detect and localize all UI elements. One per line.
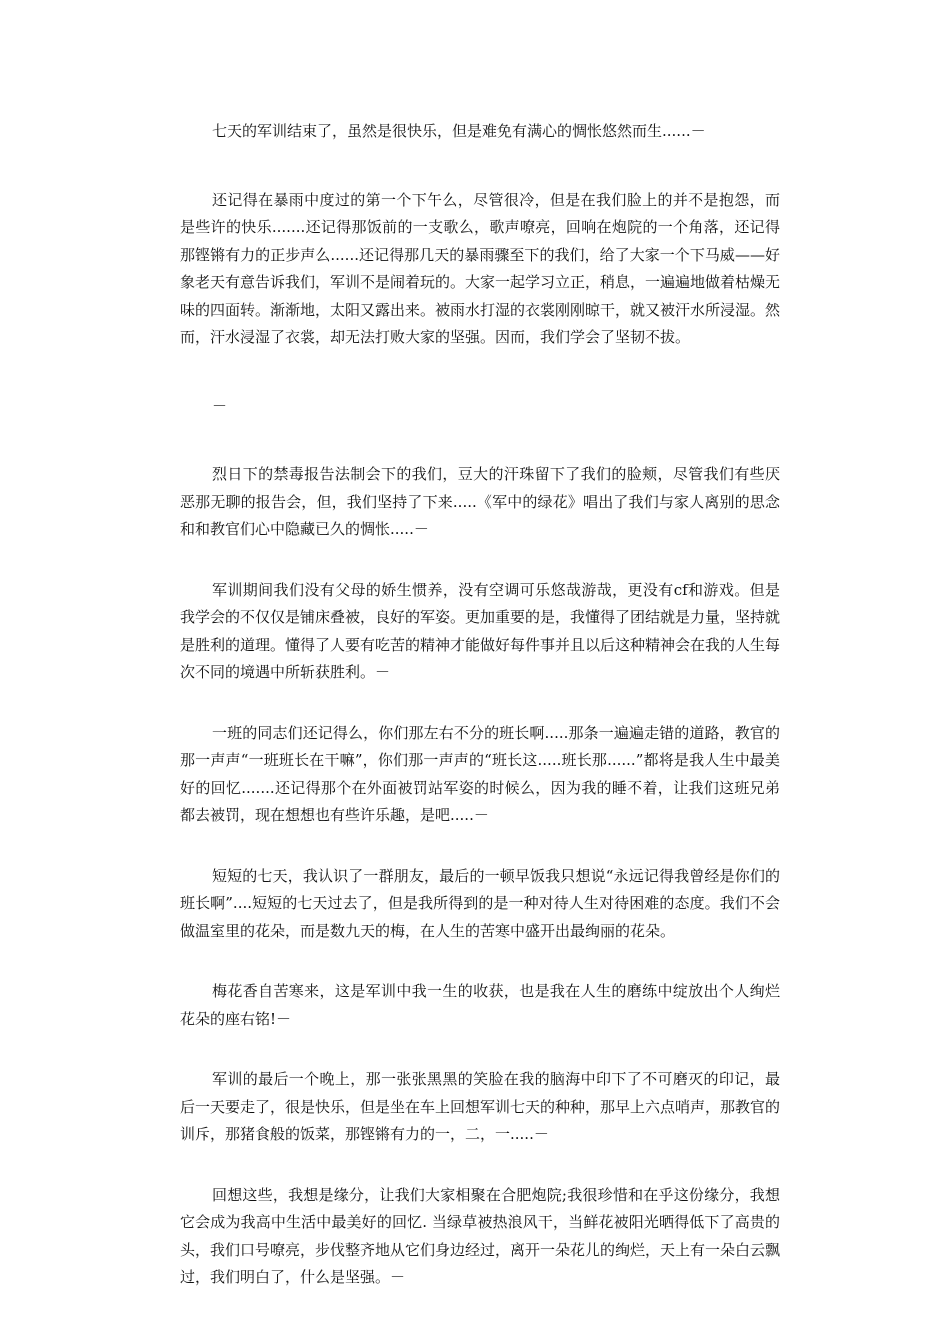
paragraph-class-one: 一班的同志们还记得么，你们那左右不分的班长啊.....那条一遍遍走错的道路，教官的那一声声“一班班长在干嘛”，你们那一声声的“班长这.....班长那......”都将是我人生中最美好的回忆.......还记得那个在外面被罚站军姿的时候么，因为我的睡不着，让我们这班兄弟都去被罚，现在想想也有些许乐趣，是吧.....－ [180,723,780,824]
paragraph-plum-blossom: 梅花香自苦寒来，这是军训中我一生的收获，也是我在人生的磨练中绽放出个人绚烂花朵的座右铭!－ [180,982,780,1028]
paragraph-intro: 七天的军训结束了，虽然是很快乐，但是难免有满心的惆怅悠然而生......－ [212,122,706,140]
paragraph-rain: 还记得在暴雨中度过的第一个下午么，尽管很冷，但是在我们脸上的并不是抱怨，而是些许的快乐.......还记得那饭前的一支歌么，歌声嘹亮，回响在炮院的一个角落，还记得那铿锵有力的正步声么......还记得那几天的暴雨骤至下的我们，给了大家一个下马威——好象老天有意告诉我们，军训不是闹着玩的。大家一起学习立正，稍息，一遍遍地做着枯燥无味的四面转。渐渐地，太阳又露出来。被雨水打湿的衣裳刚刚晾干，就又被汗水所浸湿。然而，汗水浸湿了衣裳，却无法打败大家的坚强。因而，我们学会了坚韧不拔。 [180,190,781,346]
paragraph-fate: 回想这些，我想是缘分，让我们大家相聚在合肥炮院;我很珍惜和在乎这份缘分，我想它会成为我高中生活中最美好的回忆. 当绿草被热浪风干，当鲜花被阳光晒得低下了高贵的头，我们口号嘹亮，步伐整齐地从它们身边经过，离开一朵花儿的绚烂，天上有一朵白云飘过，我们明白了，什么是坚强。－ [180,1185,781,1286]
paragraph-seven-days: 短短的七天，我认识了一群朋友，最后的一顿早饭我只想说“永远记得我曾经是你们的班长啊”....短短的七天过去了，但是我所得到的是一种对待人生对待困难的态度。我们不会做温室里的花朵，而是数九天的梅，在人生的苦寒中盛开出最绚丽的花朵。 [180,866,780,940]
paragraph-last-night: 军训的最后一个晚上，那一张张黑黑的笑脸在我的脑海中印下了不可磨灭的印记，最后一天要走了，很是快乐，但是坐在车上回想军训七天的种种，那早上六点哨声，那教官的训斥，那猪食般的饭菜，那铿锵有力的一，二，一.....－ [180,1070,781,1143]
essay-body [180,118,780,1292]
paragraph-lessons: 军训期间我们没有父母的娇生惯养，没有空调可乐悠哉游哉，更没有cf和游戏。但是我学会的不仅仅是铺床叠被，良好的军姿。更加重要的是，我懂得了团结就是力量，坚持就是胜利的道理。懂得了人要有吃苦的精神才能做好每件事并且以后这种精神会在我的人生每次不同的境遇中所斩获胜利。－ [180,580,781,681]
paragraph-separator: － [212,396,228,415]
paragraph-report: 烈日下的禁毒报告法制会下的我们，豆大的汗珠留下了我们的脸颊，尽管我们有些厌恶那无聊的报告会，但，我们坚持了下来.....《军中的绿花》唱出了我们与家人离别的思念和和教官们心中隐藏已久的惆怅.....－ [180,465,780,538]
